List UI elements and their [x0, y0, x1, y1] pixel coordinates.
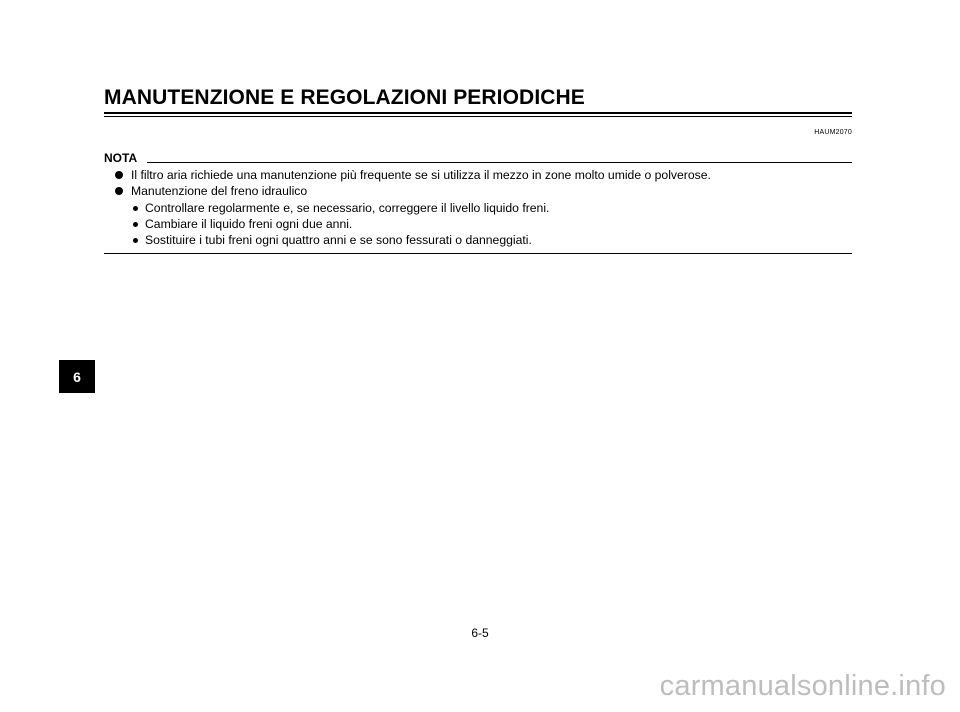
list-item: Cambiare il liquido freni ogni due anni. [145, 217, 353, 231]
bullet-large-icon [115, 187, 123, 195]
note-bottom-rule [104, 253, 852, 254]
bullet-small-icon [133, 238, 138, 243]
title-rule-thin [104, 116, 852, 117]
bullet-small-icon [133, 206, 138, 211]
document-code: HAUM2070 [814, 129, 852, 136]
list-item: Sostituire i tubi freni ogni quattro anni e se sono fessurati o danneggiati. [145, 233, 532, 247]
list-item: Il filtro aria richiede una manutenzione più frequente se si utilizza il mezzo in zone molto umide o polverose. [131, 168, 711, 182]
page-title: MANUTENZIONE E REGOLAZIONI PERIODICHE [104, 86, 585, 109]
chapter-tab: 6 [59, 360, 95, 393]
list-item: Controllare regolarmente e, se necessario, correggere il livello liquido freni. [145, 201, 550, 215]
title-rule-thick [104, 112, 852, 114]
note-label: NOTA [104, 151, 138, 165]
page-number: 6-5 [471, 626, 489, 640]
list-item: Manutenzione del freno idraulico [131, 184, 308, 198]
bullet-large-icon [115, 171, 123, 179]
bullet-small-icon [133, 222, 138, 227]
watermark: carmanualsonline.info [659, 670, 946, 702]
note-rule [147, 162, 852, 163]
